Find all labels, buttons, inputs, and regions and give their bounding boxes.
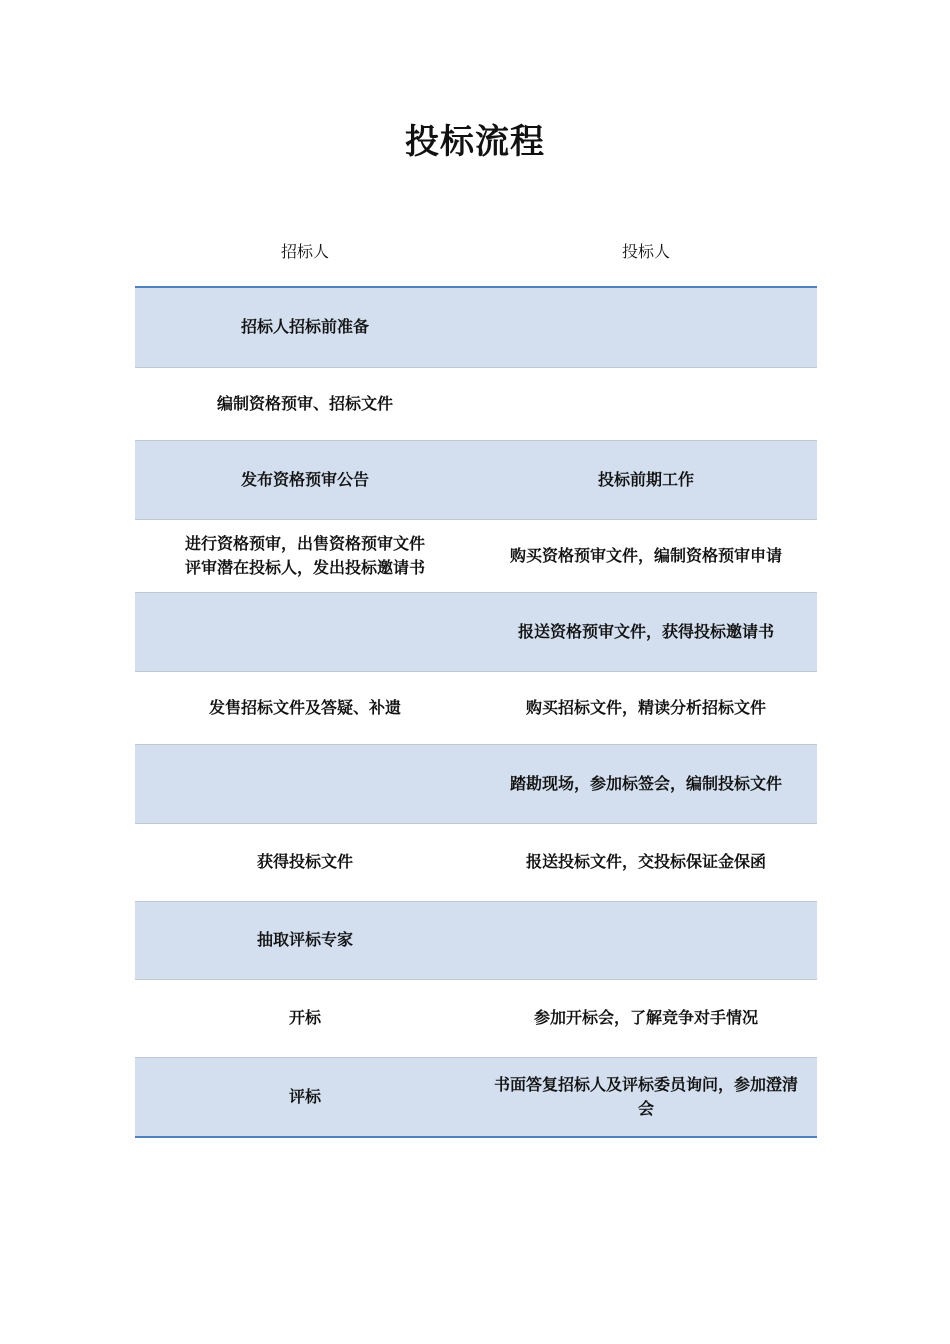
- bidder-cell-text: 投标前期工作: [597, 469, 694, 489]
- tenderer-cell: [135, 367, 475, 440]
- tenderer-cell-text: 开标: [288, 1008, 321, 1027]
- tenderer-cell: [135, 823, 475, 901]
- column-header-tenderer: 招标人: [135, 214, 475, 287]
- tenderer-cell: [135, 440, 475, 519]
- table-row: [135, 287, 817, 367]
- tenderer-cell-text: 发布资格预审公告: [240, 469, 369, 489]
- table-row: [135, 671, 817, 744]
- bidder-cell: [475, 519, 817, 592]
- table-row: [135, 901, 817, 979]
- bidder-cell-text: 会: [637, 1098, 654, 1118]
- bidder-cell: [475, 287, 817, 367]
- bidder-cell-text: 参加开标会，了解竞争对手情况: [533, 1008, 758, 1027]
- table-row: [135, 744, 817, 823]
- bidder-cell-text: 踏勘现场，参加标签会，编制投标文件: [509, 773, 782, 793]
- bidder-cell: [475, 1057, 817, 1137]
- bidder-cell-text: 书面答复招标人及评标委员询问，参加澄清: [493, 1074, 798, 1094]
- tenderer-cell: [135, 901, 475, 979]
- table-row: [135, 592, 817, 671]
- bidder-cell: [475, 823, 817, 901]
- tenderer-cell-text: 评审潜在投标人，发出投标邀请书: [184, 557, 425, 577]
- bidder-cell: [475, 367, 817, 440]
- table-row: [135, 367, 817, 440]
- tenderer-cell: [135, 592, 475, 671]
- bidder-cell: [475, 901, 817, 979]
- table-header-row: [135, 214, 817, 287]
- bidder-cell-text: 报送资格预审文件，获得投标邀请书: [517, 621, 774, 641]
- tenderer-cell: [135, 1057, 475, 1137]
- page-title: 投标流程: [405, 122, 545, 162]
- bidder-cell: [475, 440, 817, 519]
- bidder-cell-text: 购买招标文件，精读分析招标文件: [525, 697, 766, 717]
- table-row: [135, 519, 817, 592]
- tenderer-cell-text: 发售招标文件及答疑、补遗: [208, 697, 401, 717]
- process-table: [135, 214, 817, 1138]
- tenderer-cell: [135, 519, 475, 592]
- bidder-cell-text: 报送投标文件，交投标保证金保函: [525, 852, 766, 871]
- bidder-cell-text: 购买资格预审文件，编制资格预审申请: [509, 545, 782, 565]
- bidder-cell: [475, 744, 817, 823]
- tenderer-cell: [135, 979, 475, 1057]
- tenderer-cell-text: 进行资格预审，出售资格预审文件: [184, 533, 425, 553]
- tenderer-cell-text: 获得投标文件: [256, 852, 353, 871]
- table-row: [135, 440, 817, 519]
- column-header-bidder: 投标人: [475, 214, 817, 287]
- table-row: [135, 979, 817, 1057]
- tenderer-cell-text: 评标: [288, 1086, 321, 1106]
- tenderer-cell-text: 抽取评标专家: [256, 930, 353, 949]
- bidder-cell: [475, 592, 817, 671]
- table-row: [135, 1057, 817, 1137]
- bidder-cell: [475, 979, 817, 1057]
- bidder-cell: [475, 671, 817, 744]
- tenderer-cell-text: 编制资格预审、招标文件: [216, 393, 393, 413]
- tenderer-cell: [135, 671, 475, 744]
- table-row: [135, 823, 817, 901]
- tenderer-cell: [135, 287, 475, 367]
- tenderer-cell-text: 招标人招标前准备: [240, 317, 369, 337]
- table-body: [135, 287, 817, 1137]
- tenderer-cell: [135, 744, 475, 823]
